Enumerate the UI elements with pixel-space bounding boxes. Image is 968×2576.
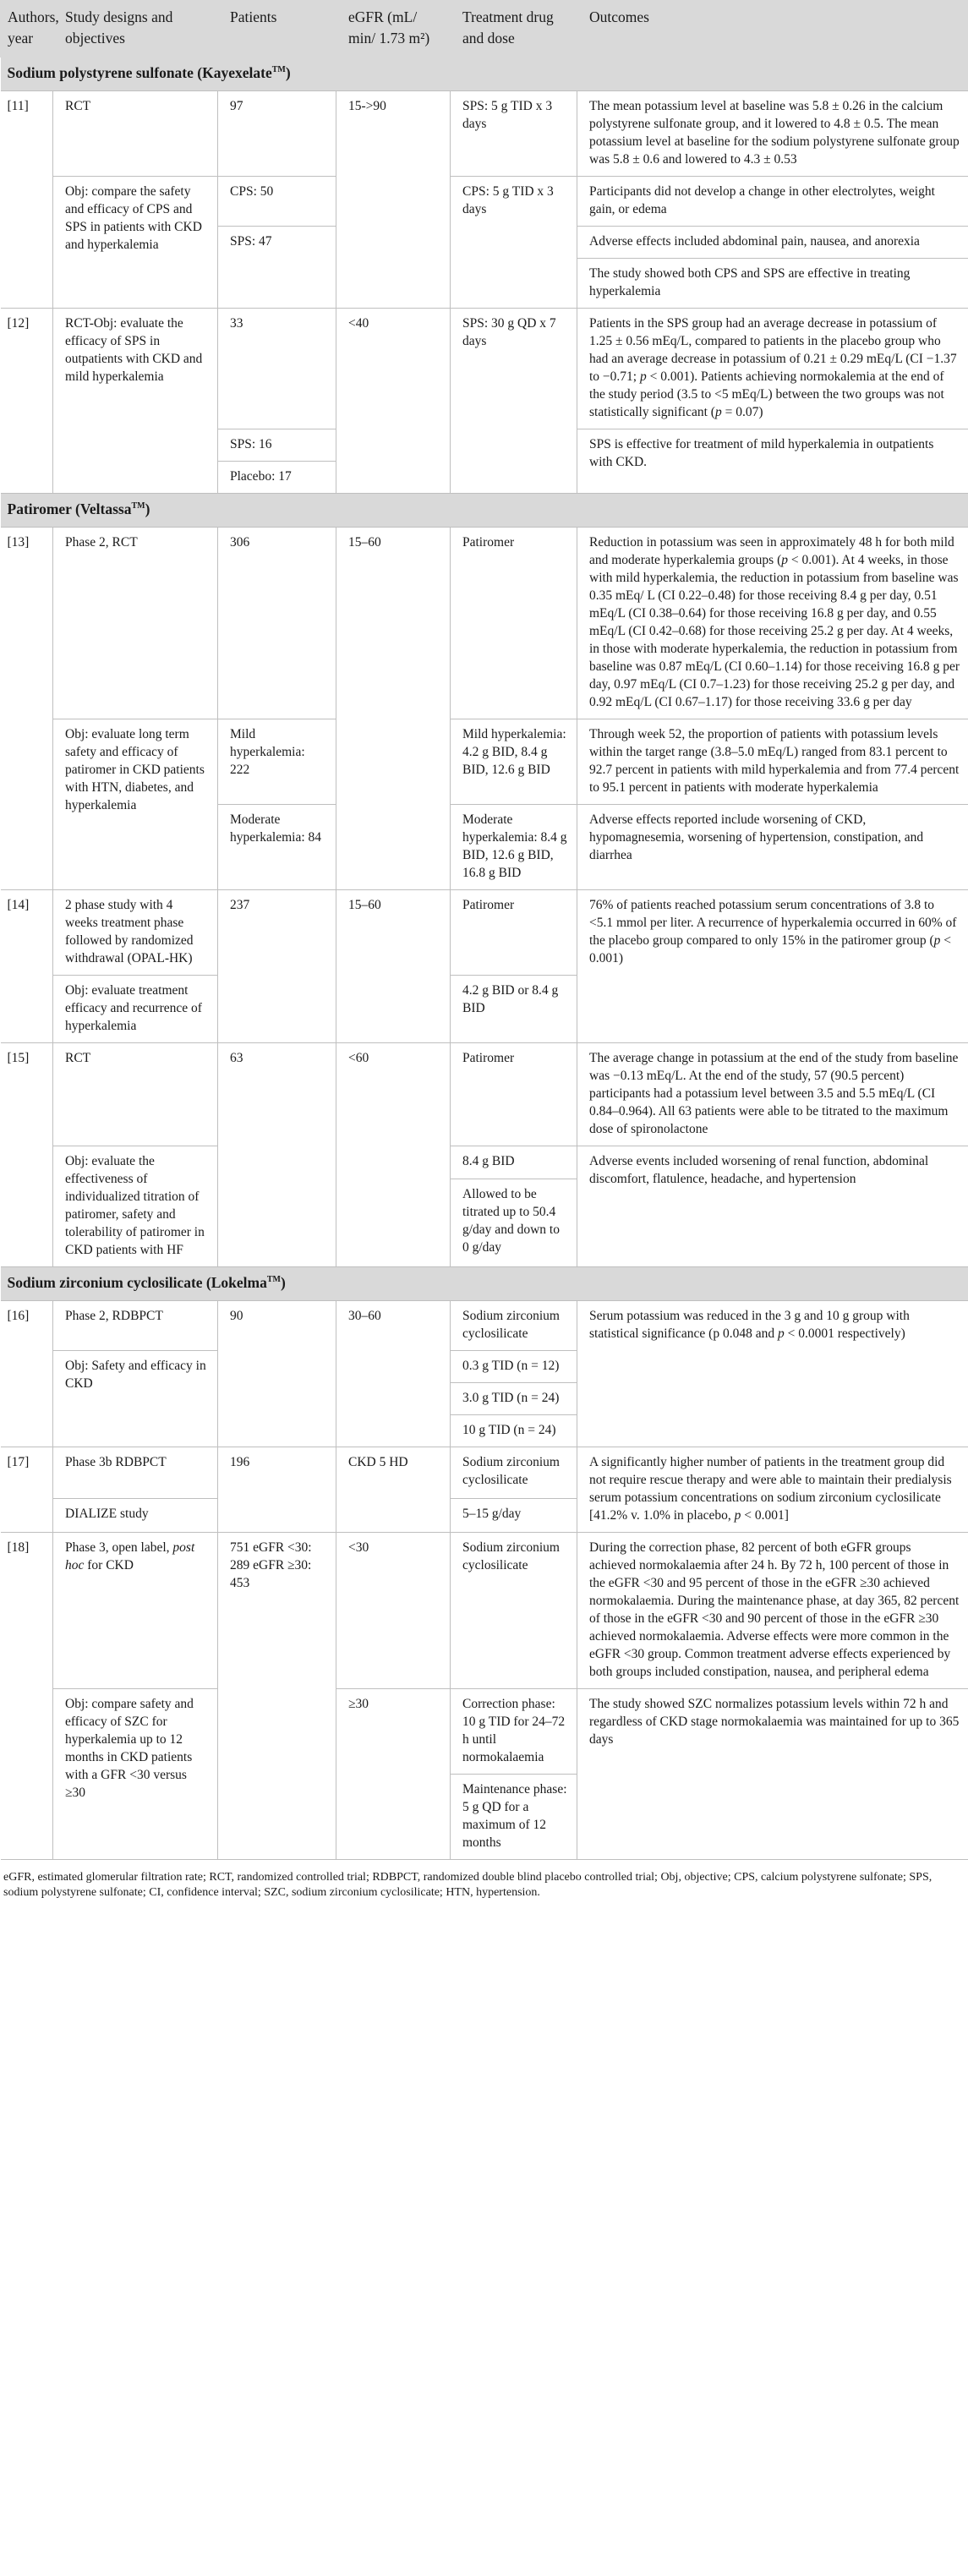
header-egfr: eGFR (mL/ min/ 1.73 m²) [336, 1, 451, 57]
patients-cell: 237 [218, 890, 336, 1043]
author-cell: [12] [1, 309, 53, 494]
egfr-cell: 15–60 [336, 890, 451, 1043]
section-row [1, 494, 968, 528]
table-row [1, 890, 968, 976]
treatment-cell: 10 g TID (n = 24) [451, 1415, 577, 1447]
treatment-cell: Mild hyperkalemia: 4.2 g BID, 8.4 g BID, 12.6 g BID [451, 719, 577, 805]
outcome-cell: Participants did not develop a change in other electrolytes, weight gain, or edema [577, 177, 968, 227]
treatment-cell: Correction phase: 10 g TID for 24–72 h until normokalaemia [451, 1689, 577, 1775]
treatment-cell: Patiromer [451, 890, 577, 976]
design-cell: Obj: compare safety and efficacy of SZC for hyperkalemia up to 12 months in CKD patients with a GFR <30 versus ≥30 [53, 1689, 218, 1860]
header-treatment: Treatment drug and dose [451, 1, 577, 57]
egfr-cell: <40 [336, 309, 451, 494]
author-cell: [17] [1, 1447, 53, 1533]
outcome-cell: During the correction phase, 82 percent of both eGFR groups achieved normokalaemia after 24 h. By 72 h, 100 percent of those in the eGFR <30 and 95 percent of those in the eGFR ≥30 achieved normokalaemia. During the maintenance phase, at day 365, 82 percent of those in the eGFR <30 and 90 percent of those in the eGFR ≥30 achieved normokalaemia. Adverse effects were more common in the eGFR <30 group. Common treatment adverse effects experienced by both groups included constipation, nausea, and peripheral edema [577, 1533, 968, 1689]
table-row [1, 177, 968, 227]
patients-cell: CPS: 50 [218, 177, 336, 227]
design-cell: RCT-Obj: evaluate the efficacy of SPS in outpatients with CKD and mild hyperkalemia [53, 309, 218, 494]
egfr-cell: 15->90 [336, 91, 451, 309]
table-row [1, 1301, 968, 1351]
table-header-row [1, 1, 968, 57]
outcome-cell: Adverse effects reported include worsening of CKD, hypomagnesemia, worsening of hypertension, constipation, and diarrhea [577, 805, 968, 890]
patients-cell: SPS: 47 [218, 227, 336, 309]
treatment-cell: Patiromer [451, 1043, 577, 1146]
outcome-cell: A significantly higher number of patients in the treatment group did not require rescue therapy and were able to maintain their predialysis serum potassium concentrations on sodium zirconium cyclosilicate [41.2% v. 1.0% in placebo, p < 0.001] [577, 1447, 968, 1533]
treatment-cell: Moderate hyperkalemia: 8.4 g BID, 12.6 g BID, 16.8 g BID [451, 805, 577, 890]
patients-cell: 33 [218, 309, 336, 429]
design-cell: Phase 3b RDBPCT [53, 1447, 218, 1499]
treatment-cell: Sodium zirconium cyclosilicate [451, 1533, 577, 1689]
outcome-cell: Adverse effects included abdominal pain, nausea, and anorexia [577, 227, 968, 259]
egfr-cell: <60 [336, 1043, 451, 1267]
section-title-szc: Sodium zirconium cyclosilicate (Lokelma™) [1, 1267, 968, 1301]
header-authors: Authors, year [1, 1, 53, 57]
treatment-cell: SPS: 5 g TID x 3 days [451, 91, 577, 177]
outcome-cell: 76% of patients reached potassium serum concentrations of 3.8 to <5.1 mmol per liter. A recurrence of hyperkalemia occurred in 60% of the placebo group compared to only 15% in the patiromer group (p < 0.001) [577, 890, 968, 1043]
table-footnote: eGFR, estimated glomerular filtration rate; RCT, randomized controlled trial; RDBPCT, randomized double blind placebo controlled trial; Obj, objective; CPS, calcium polystyrene sulfonate; SPS, sodium polystyrene sulfonate; CI, confidence interval; SZC, sodium zirconium cyclosilicate; HTN, hypertension. [3, 1871, 932, 1899]
treatment-cell: 4.2 g BID or 8.4 g BID [451, 976, 577, 1043]
table-row [1, 1146, 968, 1179]
design-cell: DIALIZE study [53, 1499, 218, 1533]
treatment-cell: 8.4 g BID [451, 1146, 577, 1179]
table-row [1, 1533, 968, 1689]
treatment-cell: SPS: 30 g QD x 7 days [451, 309, 577, 494]
treatment-cell: CPS: 5 g TID x 3 days [451, 177, 577, 309]
treatment-cell: Maintenance phase: 5 g QD for a maximum of 12 months [451, 1775, 577, 1860]
outcome-cell: The mean potassium level at baseline was 5.8 ± 0.26 in the calcium polystyrene sulfonate group, and it lowered to 4.8 ± 0.5. The mean potassium level at baseline for the sodium polystyrene sulfonate group was 5.8 ± 0.6 and lowered to 4.3 ± 0.53 [577, 91, 968, 177]
author-cell: [18] [1, 1533, 53, 1860]
egfr-cell: 15–60 [336, 528, 451, 890]
header-patients: Patients [218, 1, 336, 57]
egfr-cell: CKD 5 HD [336, 1447, 451, 1533]
header-outcomes: Outcomes [577, 1, 968, 57]
design-cell: Phase 3, open label, post hoc for CKD [53, 1533, 218, 1689]
outcome-cell: The average change in potassium at the end of the study from baseline was −0.13 mEq/L. At the end of the study, 57 (90.5 percent) participants had a potassium level between 3.5 and 5.5 mEq/L (CI 0.84–0.964). All 63 patients were able to be titrated to the maximum dose of spironolactone [577, 1043, 968, 1146]
table-row [1, 1689, 968, 1775]
section-row [1, 1267, 968, 1301]
treatment-cell: Allowed to be titrated up to 50.4 g/day and down to 0 g/day [451, 1179, 577, 1267]
design-cell: Obj: evaluate the effectiveness of individualized titration of patiromer, safety and tolerability of patiromer in CKD patients with HF [53, 1146, 218, 1267]
patients-cell: Placebo: 17 [218, 462, 336, 494]
author-cell: [14] [1, 890, 53, 1043]
patients-cell: 90 [218, 1301, 336, 1447]
outcome-cell: Reduction in potassium was seen in approximately 48 h for both mild and moderate hyperkalemia groups (p < 0.001). At 4 weeks, in those with mild hyperkalemia, the reduction in potassium from baseline was 0.35 mEq/ L (CI 0.22–0.48) for those receiving 8.4 g per day, 0.51 mEq/L (CI 0.38–0.64) for those receiving 16.8 g per day, and 0.55 mEq/L (CI 0.42–0.68) for those receiving 25.2 g per day. At 4 weeks, in those with moderate hyperkalemia, the reduction in potassium from baseline was 0.87 mEq/L (CI 0.60–1.14) for those receiving 16.8 g per day, 0.97 mEq/L (CI 0.7–1.23) for those receiving 25.2 g per day, and 0.92 mEq/L (CI 0.67–1.17) for those receiving 33.6 g per day [577, 528, 968, 719]
egfr-cell: ≥30 [336, 1689, 451, 1860]
patients-cell: Moderate hyperkalemia: 84 [218, 805, 336, 890]
patients-cell: Mild hyperkalemia: 222 [218, 719, 336, 805]
table-row [1, 91, 968, 177]
design-cell: Obj: Safety and efficacy in CKD [53, 1351, 218, 1447]
outcome-cell: Through week 52, the proportion of patients with potassium levels within the target range (3.8–5.0 mEq/L) ranged from 83.1 percent to 92.7 percent in patients with mild hyperkalemia and from 77.4 percent to 95.1 percent in patients with moderate hyperkalemia [577, 719, 968, 805]
patients-cell: 196 [218, 1447, 336, 1533]
table-row [1, 528, 968, 719]
author-cell: [11] [1, 91, 53, 309]
table-row [1, 309, 968, 429]
section-title-patiromer: Patiromer (Veltassa™) [1, 494, 968, 528]
patients-cell: 751 eGFR <30: 289 eGFR ≥30: 453 [218, 1533, 336, 1860]
outcome-cell: The study showed SZC normalizes potassium levels within 72 h and regardless of CKD stage normokalaemia was maintained for up to 365 days [577, 1689, 968, 1860]
treatment-cell: 0.3 g TID (n = 12) [451, 1351, 577, 1383]
author-cell: [13] [1, 528, 53, 890]
outcome-cell: SPS is effective for treatment of mild hyperkalemia in outpatients with CKD. [577, 429, 968, 494]
section-row [1, 57, 968, 91]
treatment-cell: 3.0 g TID (n = 24) [451, 1383, 577, 1415]
patients-cell: 63 [218, 1043, 336, 1267]
design-cell: RCT [53, 1043, 218, 1146]
egfr-cell: <30 [336, 1533, 451, 1689]
treatment-cell: 5–15 g/day [451, 1499, 577, 1533]
author-cell: [16] [1, 1301, 53, 1447]
section-title-sps: Sodium polystyrene sulfonate (Kayexelate™) [1, 57, 968, 91]
outcome-cell: The study showed both CPS and SPS are effective in treating hyperkalemia [577, 259, 968, 309]
design-cell: 2 phase study with 4 weeks treatment phase followed by randomized withdrawal (OPAL-HK) [53, 890, 218, 976]
outcome-cell: Serum potassium was reduced in the 3 g and 10 g group with statistical significance (p 0.048 and p < 0.0001 respectively) [577, 1301, 968, 1447]
egfr-cell: 30–60 [336, 1301, 451, 1447]
design-cell: Obj: evaluate treatment efficacy and recurrence of hyperkalemia [53, 976, 218, 1043]
table-row [1, 1043, 968, 1146]
design-cell: RCT [53, 91, 218, 177]
author-cell: [15] [1, 1043, 53, 1267]
outcome-cell: Patients in the SPS group had an average decrease in potassium of 1.25 ± 0.56 mEq/L, compared to patients in the placebo group who had an average decrease in potassium of 0.21 ± 0.29 mEq/L (CI −1.37 to −0.71; p < 0.001). Patients achieving normokalemia at the end of the study period (3.5 to <5 mEq/L) between the two groups was not statistically significant (p = 0.07) [577, 309, 968, 429]
outcome-cell: Adverse events included worsening of renal function, abdominal discomfort, flatulence, headache, and hypertension [577, 1146, 968, 1267]
treatment-cell: Sodium zirconium cyclosilicate [451, 1301, 577, 1351]
design-cell: Obj: compare the safety and efficacy of CPS and SPS in patients with CKD and hyperkalemia [53, 177, 218, 309]
patients-cell: 306 [218, 528, 336, 719]
design-cell: Obj: evaluate long term safety and efficacy of patiromer in CKD patients with HTN, diabetes, and hyperkalemia [53, 719, 218, 890]
design-cell: Phase 2, RCT [53, 528, 218, 719]
patients-cell: SPS: 16 [218, 429, 336, 462]
treatment-cell: Sodium zirconium cyclosilicate [451, 1447, 577, 1499]
patients-cell: 97 [218, 91, 336, 177]
table-row [1, 719, 968, 805]
design-cell: Phase 2, RDBPCT [53, 1301, 218, 1351]
header-design: Study designs and objectives [53, 1, 218, 57]
table-row [1, 1447, 968, 1499]
treatment-cell: Patiromer [451, 528, 577, 719]
